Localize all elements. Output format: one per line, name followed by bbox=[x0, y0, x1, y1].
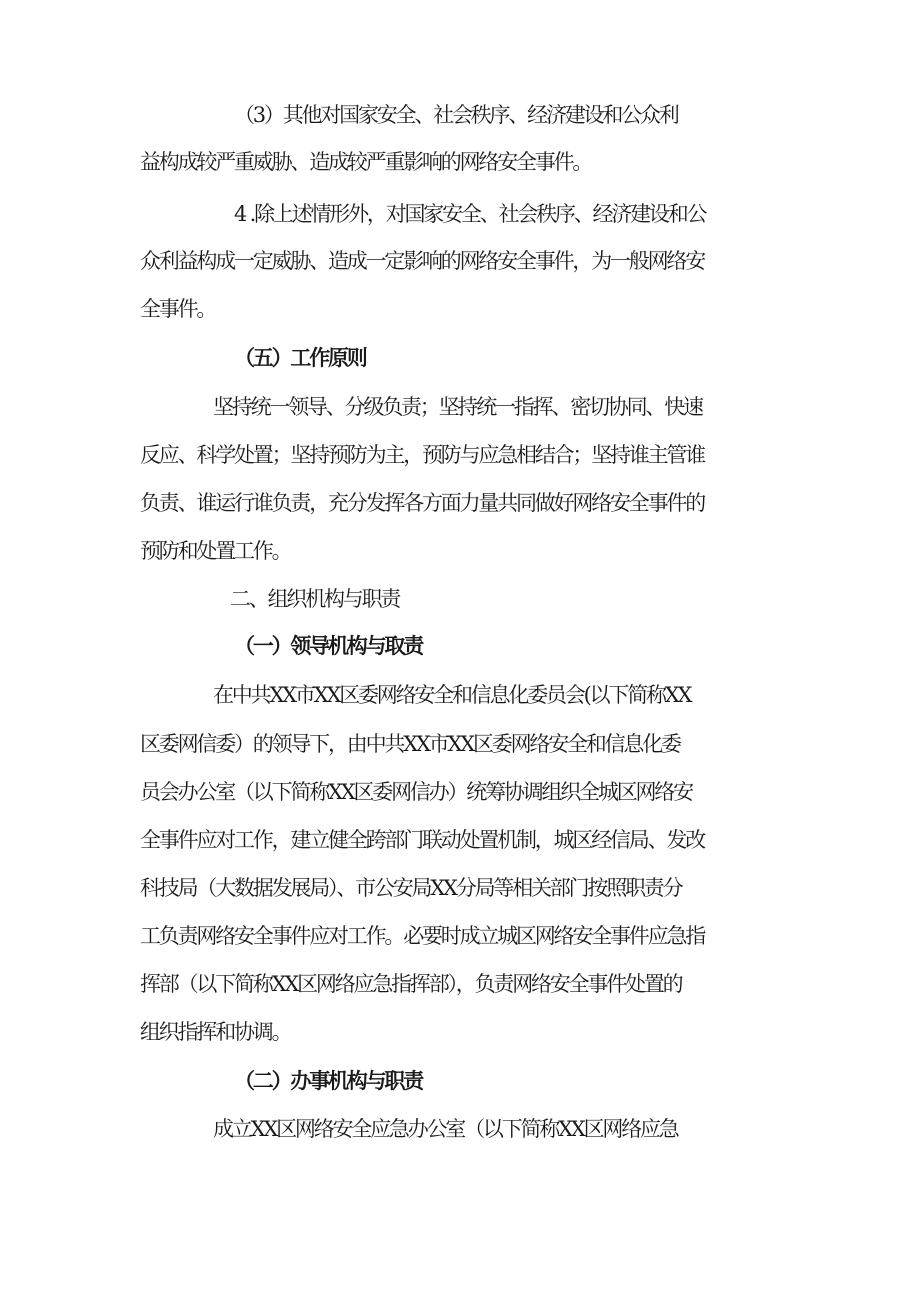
paragraph-line: 挥部（以下简称XX区网络应急指挥部），负责网络安全事件处置的 bbox=[140, 972, 682, 996]
paragraph-line: 预防和处置工作。 bbox=[140, 539, 291, 563]
chapter-heading: 二、组织机构与职责 bbox=[230, 587, 400, 611]
paragraph-line: 员会办公室（以下简称XX区委网信办）统筹协调组织全城区网络安 bbox=[140, 780, 692, 804]
section-heading: （二）办事机构与职责 bbox=[234, 1068, 422, 1093]
paragraph-line: 反应、科学处置；坚持预防为主，预防与应急相结合；坚持谁主管谁 bbox=[140, 443, 704, 467]
paragraph-line: 益构成较严重威胁、造成较严重影响的网络安全事件。 bbox=[140, 150, 592, 174]
paragraph-line: （3）其他对国家安全、社会秩序、经济建设和公众利 bbox=[234, 103, 678, 127]
paragraph-line: 成立XX区网络安全应急办公室（以下简称XX区网络应急 bbox=[213, 1117, 678, 1141]
paragraph-line: 全事件应对工作，建立健全跨部门联动处置机制，城区经信局、发改 bbox=[140, 828, 704, 852]
paragraph-line: 区委网信委）的领导下，由中共XX市XX区委网络安全和信息化委 bbox=[140, 732, 680, 756]
paragraph-line: 4 .除上述情形外，对国家安全、社会秩序、经济建设和公 bbox=[234, 202, 706, 226]
paragraph-line: 负责、谁运行谁负责，充分发挥各方面力量共同做好网络安全事件的 bbox=[140, 491, 704, 515]
paragraph-line: 科技局（大数据发展局）、市公安局XX分局等相关部门按照职责分 bbox=[140, 876, 682, 900]
section-heading: （五）工作原则 bbox=[234, 345, 366, 370]
paragraph-line: 组织指挥和协调。 bbox=[140, 1020, 291, 1044]
paragraph-line: 众利益构成一定威胁、造成一定影响的网络安全事件，为一般网络安 bbox=[140, 249, 704, 273]
paragraph-line: 坚持统一领导、分级负责；坚持统一指挥、密切协同、快速 bbox=[213, 395, 702, 419]
paragraph-line: 全事件。 bbox=[140, 297, 216, 321]
paragraph-line: 在中共XX市XX区委网络安全和信息化委员会(以下简称XX bbox=[213, 683, 691, 707]
paragraph-line: 工负责网络安全事件应对工作。必要时成立城区网络安全事件应急指 bbox=[140, 924, 704, 948]
section-heading: （一）领导机构与取责 bbox=[234, 633, 422, 658]
